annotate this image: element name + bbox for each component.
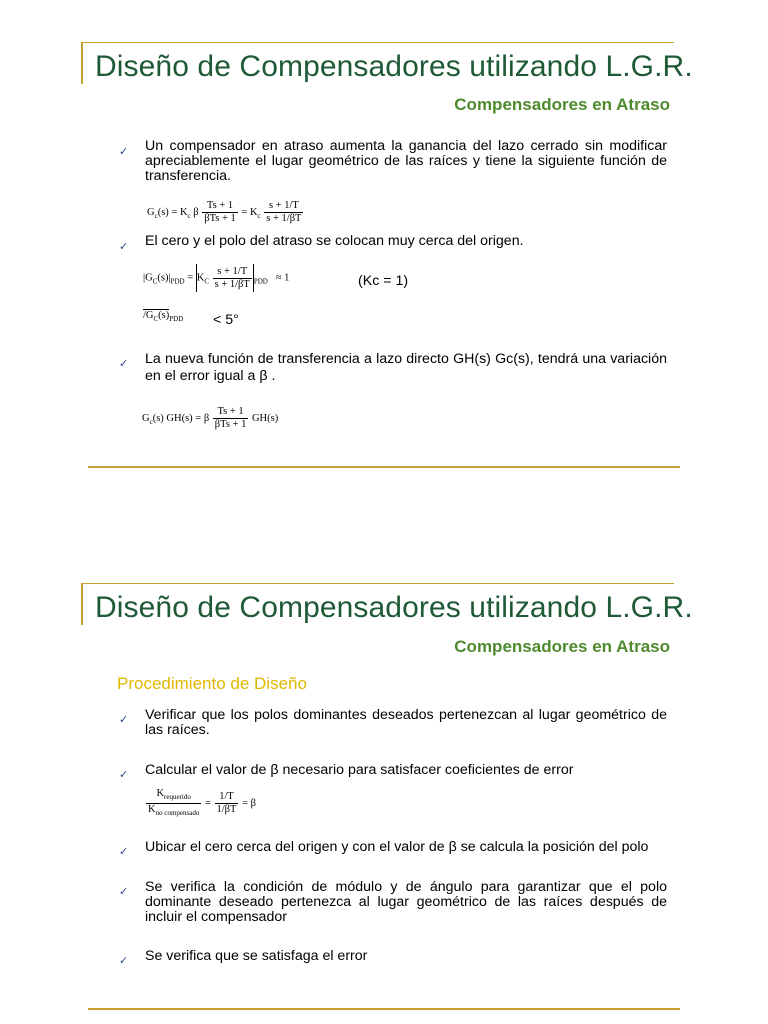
kc-note: (Kc = 1): [358, 273, 409, 289]
section-heading: Procedimiento de Diseño: [117, 674, 307, 693]
bullet-text: Ubicar el cero cerca del origen y con el valor de β se calcula la posición del polo: [145, 839, 649, 855]
slide-subtitle: Compensadores en Atraso: [454, 95, 670, 114]
slide-title: Diseño de Compensadores utilizando L.G.R.: [95, 591, 693, 624]
equation-angle: $/G_C(s)_{PDD}$: [143, 310, 184, 324]
slide-2: [0, 512, 768, 1024]
slide-bottom-rule: [88, 466, 680, 468]
checkmark-icon: ✓: [119, 241, 129, 253]
bullet-text: Se verifica la condición de módulo y de ángulo para garantizar que el polo dominante deseado pertenezca al lugar geométrico de las raíces después de incluir el compensador: [145, 879, 667, 925]
equation-forward-path: $G_c(s) GH(s) = \beta$ $\frac{Ts + 1}{\text{βTs + 1}}$ GH(s): [142, 406, 279, 430]
equation-magnitude: $|G_C(s)|_{PDD} = K_C$ $\frac{s + 1/T}{s + 1/\beta T}$ $_{PDD}$ ≈ 1: [143, 264, 289, 292]
checkmark-icon: ✓: [119, 146, 129, 158]
title-rule-top: [81, 583, 674, 584]
slide-subtitle: Compensadores en Atraso: [454, 637, 670, 656]
checkmark-icon: ✓: [119, 955, 129, 967]
bullet-text: Calcular el valor de β necesario para satisfacer coeficientes de error: [145, 762, 574, 778]
checkmark-icon: ✓: [119, 358, 129, 370]
bullet-text: El cero y el polo del atraso se colocan muy cerca del origen.: [145, 233, 524, 249]
title-rule-vertical: [81, 42, 83, 84]
bullet-text: Un compensador en atraso aumenta la ganancia del lazo cerrado sin modificar apreciablemente el lugar geométrico de las raíces y tiene la siguiente función de transferencia.: [145, 138, 667, 184]
checkmark-icon: ✓: [119, 714, 129, 726]
equation-beta: $\frac{K_{requerido}}{K_{no compensado}}$ = $\frac{1/T}{1/\beta T}$ = β: [148, 788, 256, 818]
title-rule-top: [81, 42, 674, 43]
bullet-text: La nueva función de transferencia a lazo directo GH(s) Gc(s), tendrá una variación en el error igual a β .: [145, 351, 667, 384]
checkmark-icon: ✓: [119, 886, 129, 898]
slide-1: [0, 0, 768, 470]
slide-bottom-rule: [88, 1008, 680, 1010]
checkmark-icon: ✓: [119, 769, 129, 781]
angle-note: < 5°: [213, 312, 239, 328]
bullet-text: Se verifica que se satisfaga el error: [145, 948, 368, 964]
slide-title: Diseño de Compensadores utilizando L.G.R.: [95, 50, 693, 83]
title-rule-vertical: [81, 583, 83, 625]
equation-lag-transfer: $G_c(s) = K_c$ β $\frac{Ts + 1}{\text{βTs + 1}}$ = $K_c$ $\frac{s + 1/T}{s + 1/\beta T}$: [147, 200, 302, 224]
checkmark-icon: ✓: [119, 846, 129, 858]
bullet-text: Verificar que los polos dominantes deseados pertenezcan al lugar geométrico de las raíces.: [145, 707, 667, 738]
